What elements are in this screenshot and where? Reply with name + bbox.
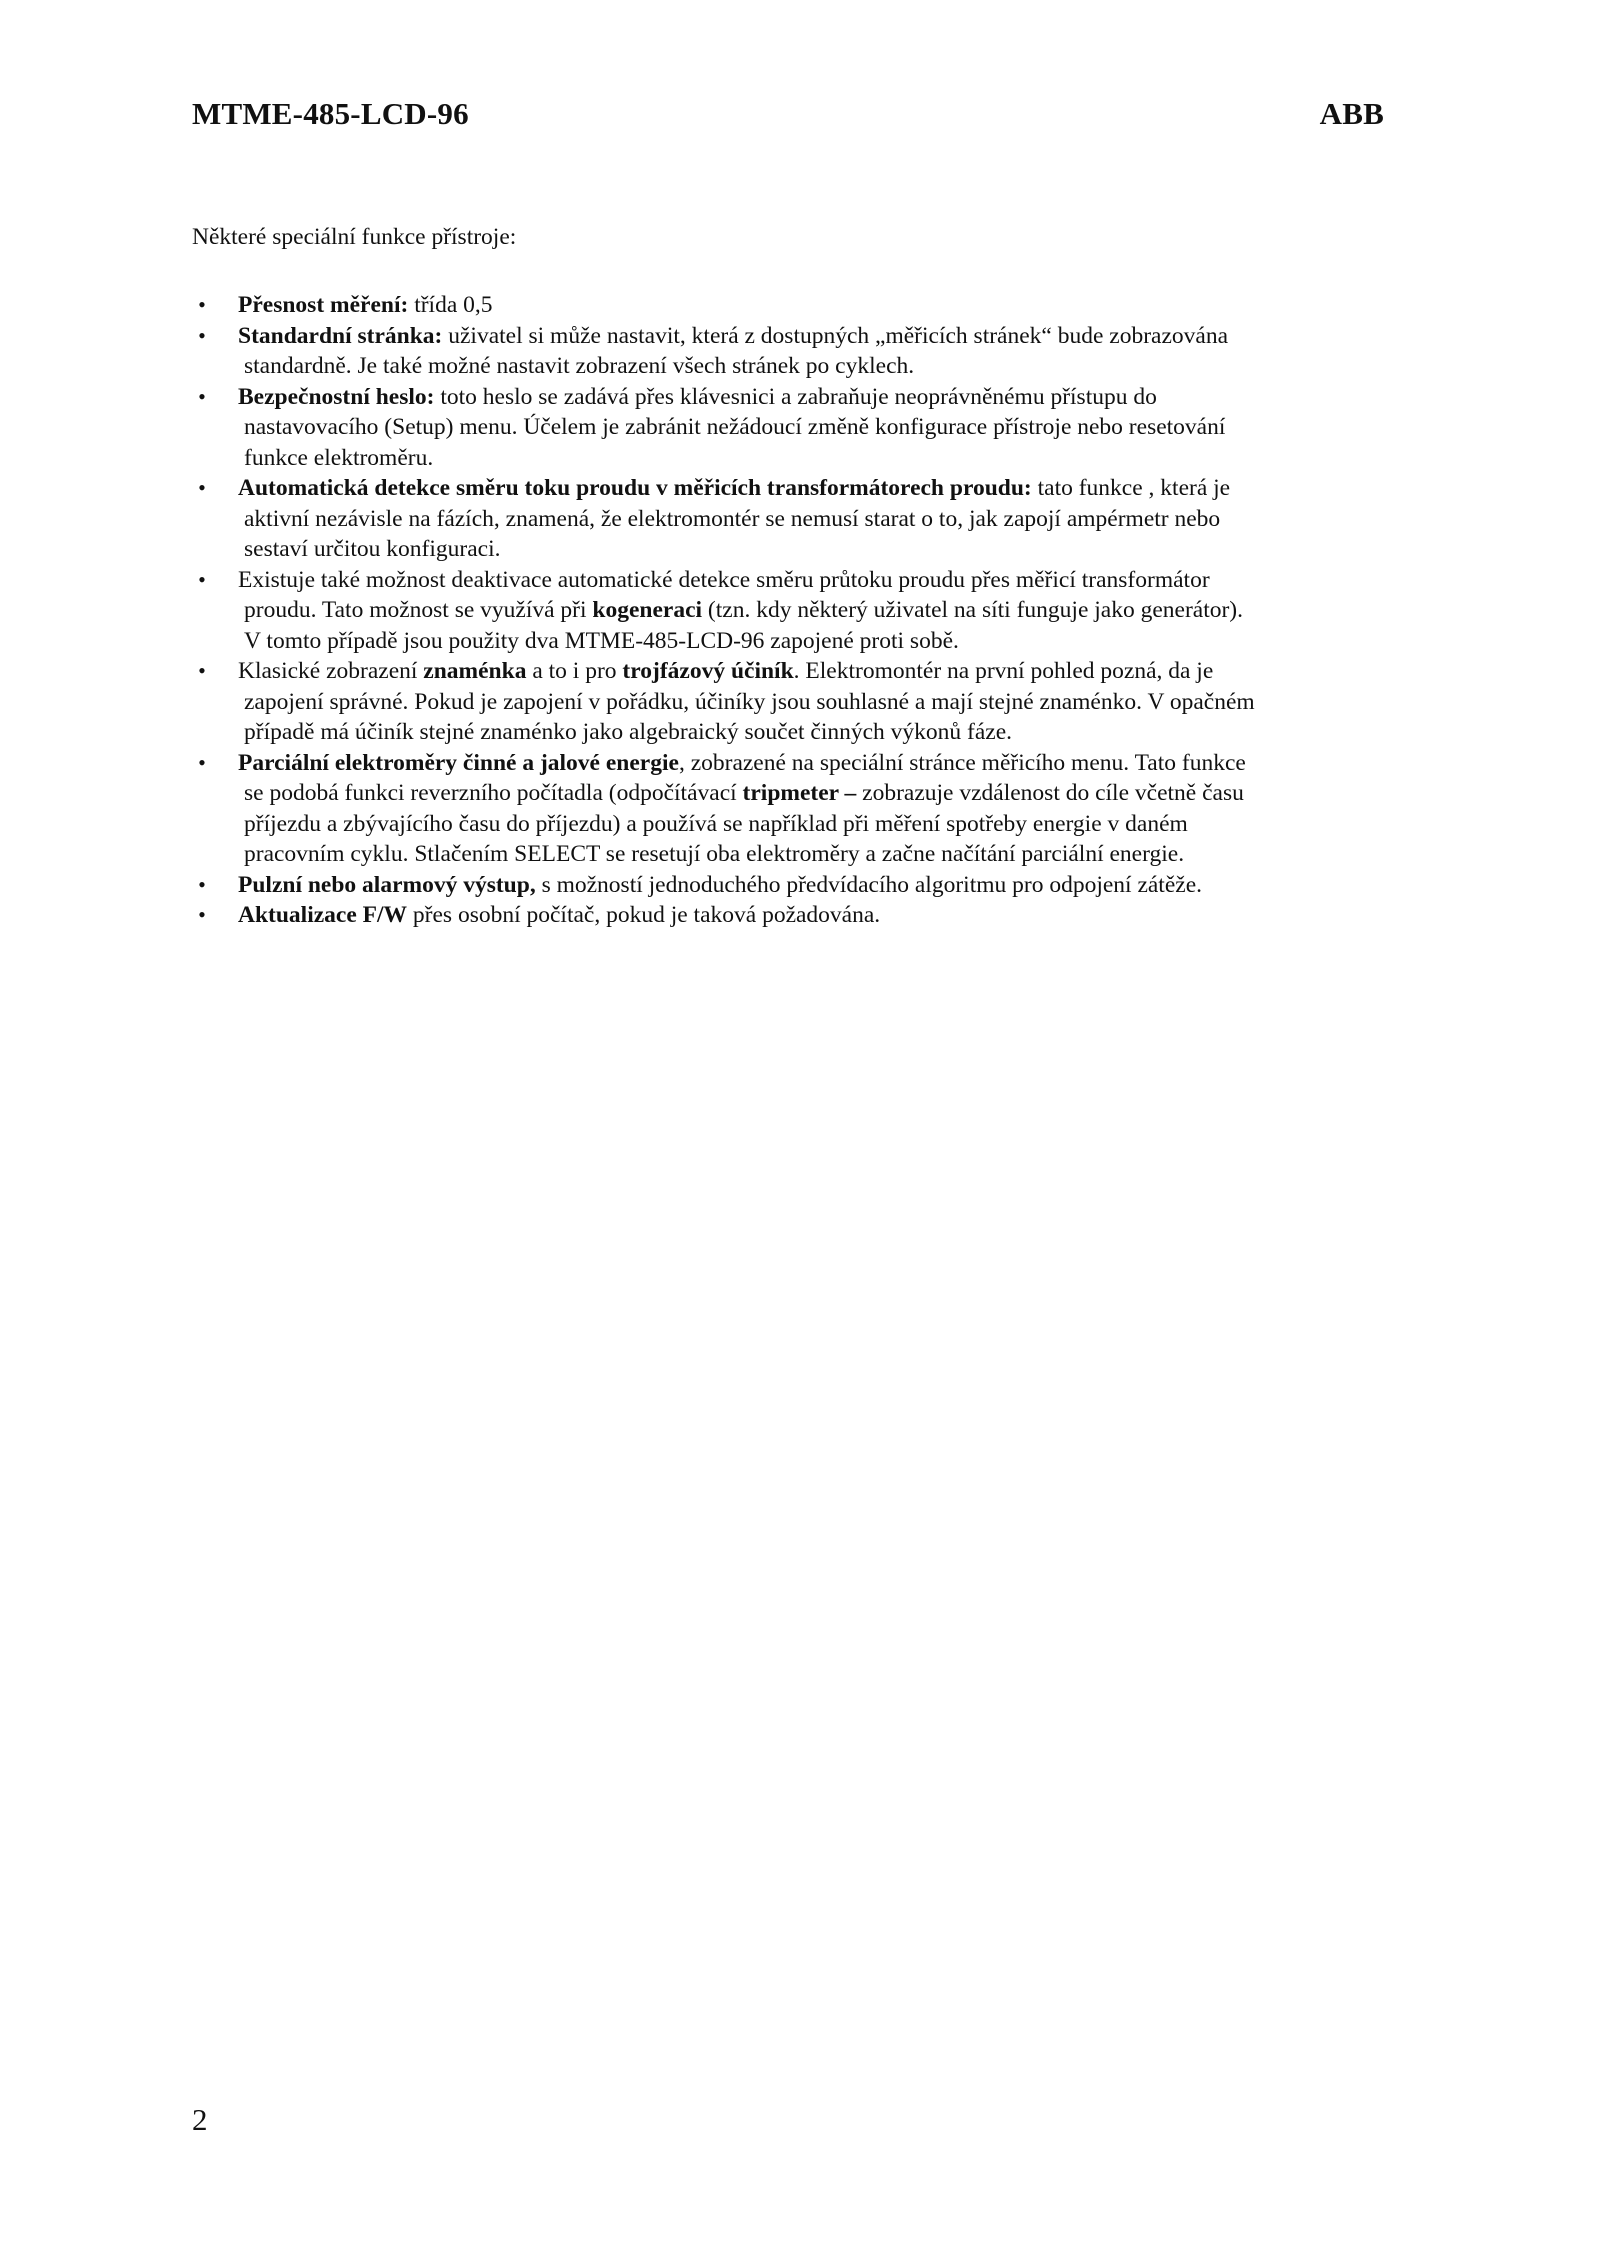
bold-term: Přesnost měření:: [238, 292, 409, 318]
text-line: [238, 687, 1412, 718]
company-name: ABB: [1319, 96, 1384, 131]
text-line: [238, 839, 1412, 870]
list-item: [192, 290, 1412, 321]
bullet-icon: •: [198, 871, 206, 897]
page-number: 2: [192, 2102, 208, 2137]
feature-list: [192, 290, 1412, 931]
list-item-text: [238, 290, 1412, 321]
text-line: [238, 504, 1412, 535]
text-line: [238, 900, 1412, 931]
bold-term: Standardní stránka:: [238, 322, 443, 349]
text-run: toto heslo se zadává přes klávesnici a zabraňuje neoprávněnému přístupu do: [434, 383, 1157, 410]
text-run: zobrazuje vzdálenost do cíle včetně času: [856, 780, 1244, 806]
text-line: [238, 595, 1412, 626]
intro-text: Některé speciální funkce přístroje:: [192, 224, 517, 250]
text-run: standardně. Je také možné nastavit zobrazení všech stránek po cyklech.: [244, 353, 915, 379]
list-item-text: [238, 382, 1412, 474]
text-run: zapojení správné. Pokud je zapojení v pořádku, účiníky jsou souhlasné a mají stejné znaménko. V opačném: [244, 688, 1255, 715]
text-line: [238, 870, 1412, 901]
text-line: [238, 382, 1412, 413]
list-item: [192, 382, 1412, 474]
bullet-icon: •: [198, 322, 206, 348]
bold-term: Bezpečnostní heslo:: [238, 383, 435, 410]
bullet-icon: •: [198, 292, 206, 317]
bold-term: Aktualizace F/W: [238, 902, 408, 928]
text-line: [238, 656, 1412, 687]
bullet-icon: •: [198, 566, 206, 592]
text-run: proudu. Tato možnost se využívá při: [244, 597, 593, 623]
bullet-icon: •: [198, 749, 206, 775]
text-line: [238, 351, 1412, 382]
bullet-icon: •: [198, 475, 206, 500]
text-run: . Elektromontér na první pohled pozná, da je: [793, 658, 1214, 684]
text-run: sestaví určitou konfiguraci.: [244, 536, 501, 562]
text-run: uživatel si může nastavit, která z dostupných „měřicích stránek“ bude zobrazována: [442, 322, 1228, 349]
text-line: [238, 290, 1412, 321]
text-run: Existuje také možnost deaktivace automatické detekce směru průtoku proudu přes měřicí transformátor: [238, 566, 1210, 593]
bold-term: Automatická detekce směru toku proudu v měřicích transformátorech proudu:: [238, 475, 1032, 501]
bold-term: Parciální elektroměry činné a jalové energie: [238, 749, 679, 776]
list-item-text: [238, 565, 1412, 657]
list-item: [192, 321, 1412, 382]
text-run: (tzn. kdy některý uživatel na síti funguje jako generátor).: [702, 597, 1244, 623]
bold-term: tripmeter –: [742, 780, 857, 806]
text-run: , zobrazené na speciální stránce měřicího menu. Tato funkce: [678, 749, 1246, 776]
bullet-icon: •: [198, 902, 206, 927]
list-item: [192, 565, 1412, 657]
text-run: funkce elektroměru.: [244, 444, 434, 471]
page-header: [192, 96, 1384, 136]
text-run: V tomto případě jsou použity dva MTME-485-LCD-96 zapojené proti sobě.: [244, 627, 959, 654]
bold-term: znaménka: [423, 658, 527, 684]
text-run: tato funkce , která je: [1031, 475, 1231, 501]
text-line: [238, 534, 1412, 565]
text-run: pracovním cyklu. Stlačením SELECT se resetují oba elektroměry a začne načítání parciální energie.: [244, 841, 1185, 867]
text-run: aktivní nezávisle na fázích, znamená, že elektromontér se nemusí starat o to, jak zapojí ampérmetr nebo: [244, 505, 1221, 532]
text-run: případě má účiník stejné znaménko jako algebraický součet činných výkonů fáze.: [244, 719, 1013, 745]
bold-term: kogeneraci: [592, 597, 703, 623]
text-run: Klasické zobrazení: [238, 658, 424, 684]
text-run: přes osobní počítač, pokud je taková požadována.: [407, 902, 881, 928]
list-item: [192, 473, 1412, 565]
bullet-icon: •: [198, 658, 206, 683]
list-item-text: [238, 900, 1412, 931]
list-item: [192, 748, 1412, 870]
bold-term: Pulzní nebo alarmový výstup,: [238, 871, 536, 898]
list-item-text: [238, 870, 1412, 901]
text-line: [238, 321, 1412, 352]
text-run: nastavovacího (Setup) menu. Účelem je zabránit nežádoucí změně konfigurace přístroje nebo resetování: [244, 414, 1226, 440]
text-run: se podobá funkci reverzního počítadla (odpočítávací: [244, 780, 743, 806]
text-line: [238, 565, 1412, 596]
list-item: [192, 656, 1412, 748]
text-line: [238, 809, 1412, 840]
text-run: příjezdu a zbývajícího času do příjezdu) a používá se například při měření spotřeby energie v daném: [244, 810, 1188, 837]
bold-term: trojfázový účiník: [622, 658, 794, 684]
document-title: MTME-485-LCD-96: [192, 96, 469, 131]
list-item-text: [238, 656, 1412, 748]
text-line: [238, 717, 1412, 748]
text-line: [238, 443, 1412, 474]
list-item: [192, 870, 1412, 901]
bullet-icon: •: [198, 383, 206, 409]
text-line: [238, 473, 1412, 504]
text-line: [238, 626, 1412, 657]
list-item: [192, 900, 1412, 931]
text-line: [238, 748, 1412, 779]
text-run: třída 0,5: [408, 292, 493, 318]
list-item-text: [238, 321, 1412, 382]
list-item-text: [238, 473, 1412, 565]
text-run: s možností jednoduchého předvídacího algoritmu pro odpojení zátěže.: [535, 871, 1202, 898]
text-run: a to i pro: [526, 658, 623, 684]
text-line: [238, 412, 1412, 443]
list-item-text: [238, 748, 1412, 870]
text-line: [238, 778, 1412, 809]
